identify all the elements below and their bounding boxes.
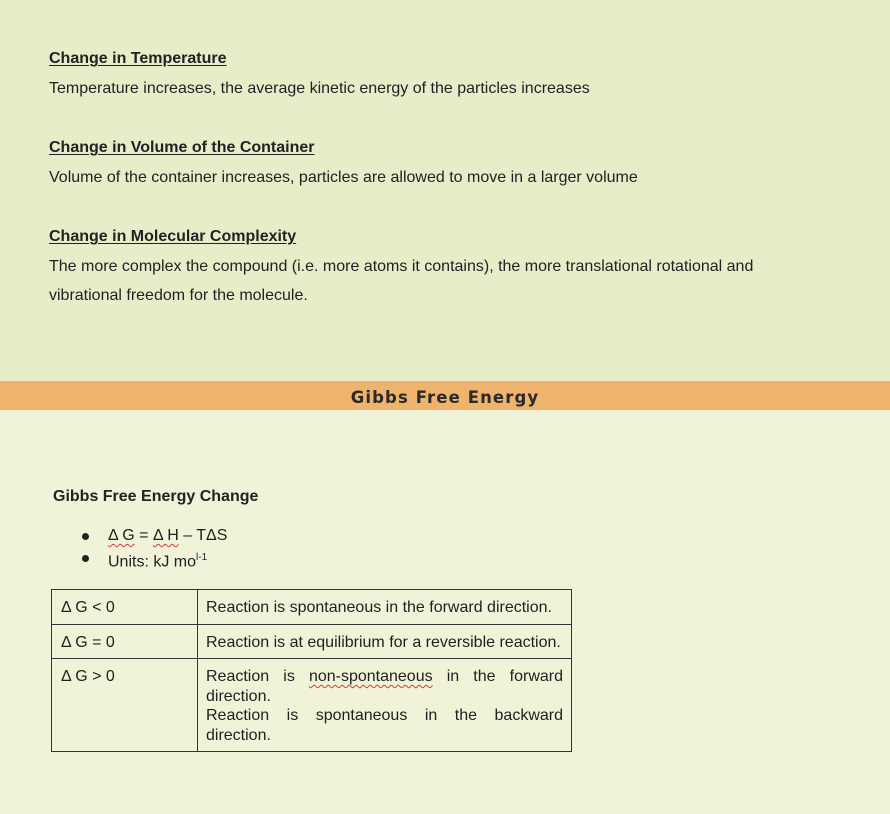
description-cell	[198, 590, 572, 625]
description-text-marked: non-spontaneous	[308, 668, 433, 685]
section-text-complexity-line1: The more complex the compound (i.e. more atoms it contains), the more translational rotational and	[49, 258, 754, 275]
section-text-volume: Volume of the container increases, particles are allowed to move in a larger volume	[49, 169, 638, 186]
gibbs-condition-table	[51, 589, 572, 752]
bullet-icon	[82, 555, 89, 562]
gibbs-subheading: Gibbs Free Energy Change	[53, 488, 259, 505]
description-text-pre: Reaction is	[206, 668, 309, 685]
description-text: Reaction is spontaneous in the backward direction.	[206, 707, 563, 744]
list-item-units	[78, 547, 227, 569]
section-band	[0, 381, 890, 410]
description-text: Reaction is at equilibrium for a reversible reaction.	[206, 633, 561, 651]
section-text-complexity-line2: vibrational freedom for the molecule.	[49, 287, 308, 304]
table-row	[52, 659, 572, 752]
description-cell	[198, 659, 572, 752]
section-text-temperature: Temperature increases, the average kinetic energy of the particles increases	[49, 80, 590, 97]
equation-delta-g: Δ G	[108, 527, 135, 544]
table-row	[52, 624, 572, 659]
units-text: Units: kJ mo	[108, 553, 197, 571]
list-item-equation	[78, 525, 227, 547]
table-row	[52, 590, 572, 625]
equation-tds: – TΔS	[178, 527, 228, 544]
condition-cell: Δ G < 0	[52, 590, 198, 625]
gibbs-bullet-list	[78, 525, 227, 569]
description-text	[206, 667, 563, 706]
description-text-post: in the forward direction.	[206, 668, 563, 705]
section-heading-complexity: Change in Molecular Complexity	[49, 228, 297, 245]
description-cell	[198, 624, 572, 659]
equation-delta-h: Δ H	[152, 527, 179, 544]
equation-equals: =	[134, 527, 153, 544]
condition-cell: Δ G > 0	[52, 659, 198, 752]
section-heading-volume: Change in Volume of the Container	[49, 139, 315, 156]
units-superscript: l-1	[196, 552, 208, 563]
bullet-icon	[82, 533, 89, 540]
band-title: Gibbs Free Energy	[350, 388, 540, 407]
condition-cell: Δ G = 0	[52, 624, 198, 659]
section-heading-temperature: Change in Temperature	[49, 50, 227, 67]
top-panel	[0, 0, 890, 381]
description-text: Reaction is spontaneous in the forward direction.	[206, 599, 552, 616]
